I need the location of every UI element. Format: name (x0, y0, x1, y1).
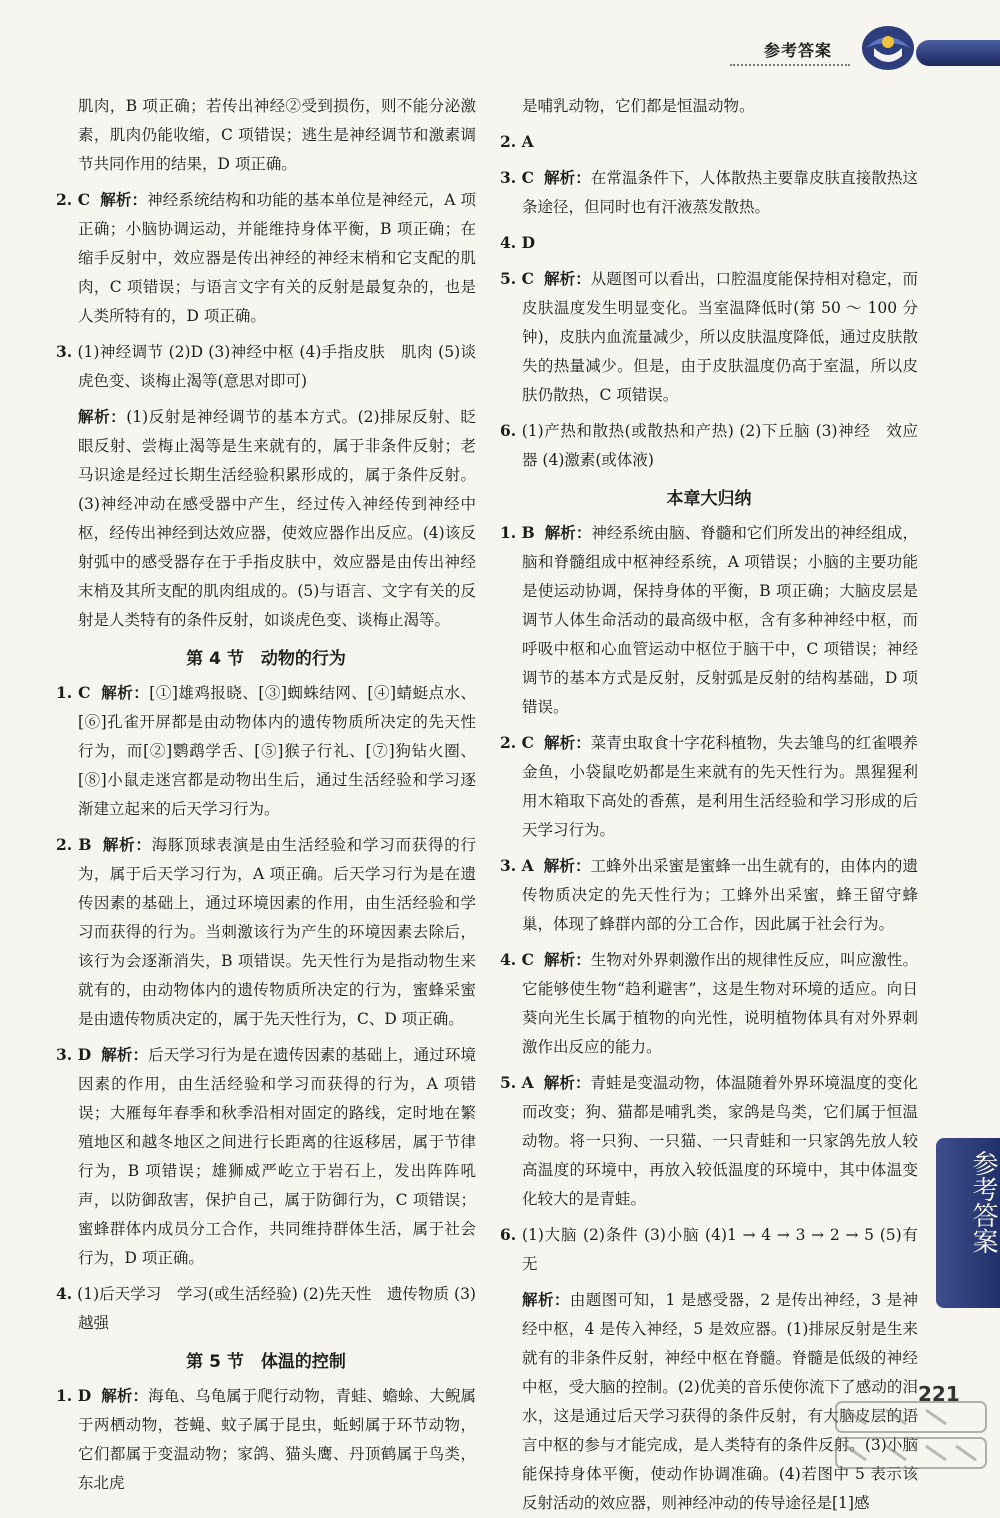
item-number: 6. (500, 1225, 517, 1244)
analysis-label: 解析： (544, 733, 591, 752)
analysis-label: 解析： (102, 835, 152, 854)
item-number: 4. D (500, 233, 536, 252)
answer-item (500, 945, 918, 1062)
header-bar (916, 40, 1000, 66)
item-text: (1)产热和散热(或散热和产热) (2)下丘脑 (3)神经 效应器 (4)激素(或体液) (521, 422, 918, 469)
item-text: (1)大脑 (2)条件 (3)小脑 (4)1 → 4 → 3 → 2 → 5 (5)有 无 (521, 1226, 934, 1273)
page-number: 221 (918, 1382, 960, 1406)
answer-item (500, 416, 918, 475)
section-heading: 第 4 节 动物的行为 (186, 649, 346, 669)
right-column (500, 92, 934, 1518)
answer-item (500, 1068, 918, 1214)
item-number: 4. (56, 1284, 73, 1303)
answer-item (500, 127, 918, 157)
header-dotted-rule (730, 64, 850, 66)
answer-item (56, 678, 476, 824)
analysis-note (56, 402, 476, 635)
analysis-label: 解析： (544, 523, 592, 542)
analysis-label: 解析： (544, 269, 591, 288)
item-text: 神经系统结构和功能的基本单位是神经元，A 项正确；小脑协调运动，并能维持身体平衡，B 项正确；在缩手反射中，效应器是传出神经的神经末梢和它支配的肌肉，C 项错误；与语言文字有关的反射是最复杂的，也是人类所特有的，D 项正确。 (78, 191, 476, 325)
item-text: (1)神经调节 (2)D (3)神经中枢 (4)手指皮肤 肌肉 (5)谈虎色变、谈梅止渴等(意思对即可) (77, 343, 476, 390)
answer-item (500, 264, 918, 410)
item-number: 1. D (56, 1386, 92, 1405)
answer-item (56, 830, 476, 1034)
side-tab (936, 1138, 1000, 1308)
analysis-label: 解析： (101, 1386, 149, 1405)
item-text: 生物对外界刺激作出的规律性反应，叫应激性。它能够使生物“趋利避害”，这是生物对环境的适应。向日葵向光生长属于植物的向光性，说明植物体具有对外界刺激作出反应的能力。 (522, 951, 918, 1056)
analysis-label: 解析： (101, 683, 150, 702)
item-number: 3. (56, 342, 73, 361)
item-text: [①]雄鸡报晓、[③]蜘蛛结网、[④]蜻蜓点水、[⑥]孔雀开屏都是由动物体内的遗传物质所决定的先天性行为，而[②]鹦鹉学舌、[⑤]猴子行礼、[⑦]狗钻火圈、[⑧]小鼠走迷宫都是动物出生后，通过生活经验和学习逐渐建立起来的后天学习行为。 (78, 684, 476, 818)
item-text: 海豚顶球表演是由生活经验和学习而获得的行为，属于后天学习行为，A 项正确。后天学习行为是在遗传因素的基础上，通过环境因素的作用，由生活经验和学习而获得的行为。当刺激该行为产生的环境因素去除后，该行为会逐渐消失，B 项错误。先天性行为是指动物生来就有的，由动物体内的遗传物质所决定的行为，蜜蜂采蜜是由遗传物质决定的，属于先天性行为，C、D 项正确。 (78, 836, 476, 1028)
answer-item (500, 851, 918, 939)
item-number: 3. D (56, 1045, 92, 1064)
left-column (56, 92, 476, 1504)
mxqe-watermark (826, 1396, 996, 1476)
analysis-label: 解析： (78, 407, 127, 426)
item-number: 5. A (500, 1073, 534, 1092)
analysis-label: 解析： (100, 190, 148, 209)
item-number: 2. B (56, 835, 92, 854)
section-heading: 第 5 节 体温的控制 (186, 1352, 346, 1372)
note-text: (1)反射是神经调节的基本方式。(2)排尿反射、眨眼反射、尝梅止渴等是生来就有的，属于非条件反射；老马识途是经过长期生活经验积累形成的，属于条件反射。(3)神经冲动在感受器中产生，经过传入神经传到神经中枢，经传出神经到达效应器，使效应器作出反应。(4)该反射弧中的感受器存在于手指皮肤中，效应器是由传出神经末梢及其所支配的肌肉组成的。(5)与语言、文字有关的反射是人类特有的条件反射，如谈虎色变、谈梅止渴等。 (78, 408, 476, 629)
item-number: 4. C (500, 950, 534, 969)
answer-item (56, 1040, 476, 1273)
item-number: 3. C (500, 168, 534, 187)
answer-item (500, 228, 918, 258)
item-number: 6. (500, 421, 517, 440)
analysis-label: 解析： (543, 1073, 591, 1092)
section-heading: 本章大归纳 (666, 489, 752, 509)
continued-paragraph: 肌肉，B 项正确；若传出神经②受到损伤，则不能分泌激素，肌肉仍能收缩，C 项错误；逃生是神经调节和激素调节共同作用的结果，D 项正确。 (78, 97, 476, 173)
item-number: 3. A (500, 856, 534, 875)
page-header (0, 0, 1000, 86)
analysis-label: 解析： (101, 1045, 149, 1064)
item-text: 海龟、乌龟属于爬行动物，青蛙、蟾蜍、大鲵属于两栖动物，苍蝇、蚊子属于昆虫，蚯蚓属于环节动物，它们都属于变温动物；家鸽、猫头鹰、丹顶鹤属于鸟类，东北虎 (78, 1387, 476, 1492)
item-number: 2. C (500, 733, 534, 752)
item-text: 在常温条件下，人体散热主要靠皮肤直接散热这条途径，但同时也有汗液蒸发散热。 (522, 169, 918, 216)
answer-item (56, 337, 476, 396)
analysis-label: 解析： (543, 856, 591, 875)
item-text: 青蛙是变温动物，体温随着外界环境温度的变化而改变；狗、猫都是哺乳类，家鸽是鸟类，它们属于恒温动物。将一只狗、一只猫、一只青蛙和一只家鸽先放人较高温度的环境中，再放入较低温度的环境中，其中体温变化较大的是青蛙。 (522, 1074, 918, 1208)
continued-paragraph: 是哺乳动物，它们都是恒温动物。 (522, 97, 755, 115)
answer-item (56, 1381, 476, 1498)
item-text: 菜青虫取食十字花科植物，失去雏鸟的红雀喂养金鱼，小袋鼠吃奶都是生来就有的先天性行为。黑猩猩利用木箱取下高处的香蕉，是利用生活经验和学习形成的后天学习行为。 (522, 734, 918, 839)
item-text: 神经系统由脑、脊髓和它们所发出的神经组成，脑和脊髓组成中枢神经系统，A 项错误；小脑的主要功能是使运动协调，保持身体的平衡，B 项正确；大脑皮层是调节人体生命活动的最高级中枢，含有多种神经中枢，而呼吸中枢和心血管运动中枢位于脑干中，C 项错误；神经调节的基本方式是反射，反射弧是反射的结构基础，D 项错误。 (522, 524, 918, 716)
answer-item (500, 1220, 934, 1279)
item-number: 2. C (56, 190, 91, 209)
item-number: 5. C (500, 269, 534, 288)
item-text: (1)后天学习 学习(或生活经验) (2)先天性 遗传物质 (3)越强 (77, 1285, 476, 1332)
answer-item (56, 1279, 476, 1338)
analysis-label: 解析： (544, 168, 591, 187)
note-text: 由题图可知，1 是感受器，2 是传出神经，3 是神经中枢，4 是传入神经，5 是效应器。(1)排尿反射是生来就有的非条件反射，神经中枢在脊髓。脊髓是低级的神经中枢，受大脑的控制。(2)优美的音乐使你流下了感动的泪水，这是通过后天学习获得的条件反射，有大脑皮层的语言中枢的参与才能完成，是人类特有的条件反射。(3)小脑能保持身体平衡，使动作协调准确。(4)若图中 5 表示该反射活动的效应器，则神经冲动的传导途径是[1]感 (522, 1291, 918, 1512)
item-text: 工蜂外出采蜜是蜜蜂一出生就有的，由体内的遗传物质决定的先天性行为；工蜂外出采蜜，蜂王留守蜂巢，体现了蜂群内部的分工合作，因此属于社会行为。 (522, 857, 918, 933)
answer-item (500, 163, 918, 222)
item-text: 从题图可以看出，口腔温度能保持相对稳定，而皮肤温度发生明显变化。当室温降低时(第 50 ～ 100 分钟)，皮肤内血流量减少，所以皮肤温度降低，通过皮肤散失的热量减少。但是，由于皮肤温度仍高于室温，所以皮肤仍散热，C 项错误。 (522, 270, 918, 404)
header-title: 参考答案 (764, 41, 833, 60)
item-text: 后天学习行为是在遗传因素的基础上，通过环境因素的作用，由生活经验和学习而获得的行为，A 项错误；大雁每年春季和秋季沿相对固定的路线，定时地在繁殖地区和越冬地区之间进行长距离的往返移居，属于节律行为，B 项错误；雄狮威严屹立于岩石上，发出阵阵吼声，以防御敌害，保护自己，属于防御行为，C 项错误；蜜蜂群体内成员分工合作，共同维持群体生活，属于社会行为，D 项正确。 (78, 1046, 476, 1267)
answer-item (56, 185, 476, 331)
side-tab-label: 参考答案 (968, 1150, 998, 1254)
analysis-label: 解析： (522, 1290, 570, 1309)
book-emblem-icon (858, 18, 918, 74)
item-number: 1. B (500, 523, 535, 542)
answer-item (500, 728, 918, 845)
analysis-label: 解析： (544, 950, 591, 969)
item-number: 1. C (56, 683, 91, 702)
answer-item (500, 518, 918, 722)
item-number: 2. A (500, 132, 534, 151)
